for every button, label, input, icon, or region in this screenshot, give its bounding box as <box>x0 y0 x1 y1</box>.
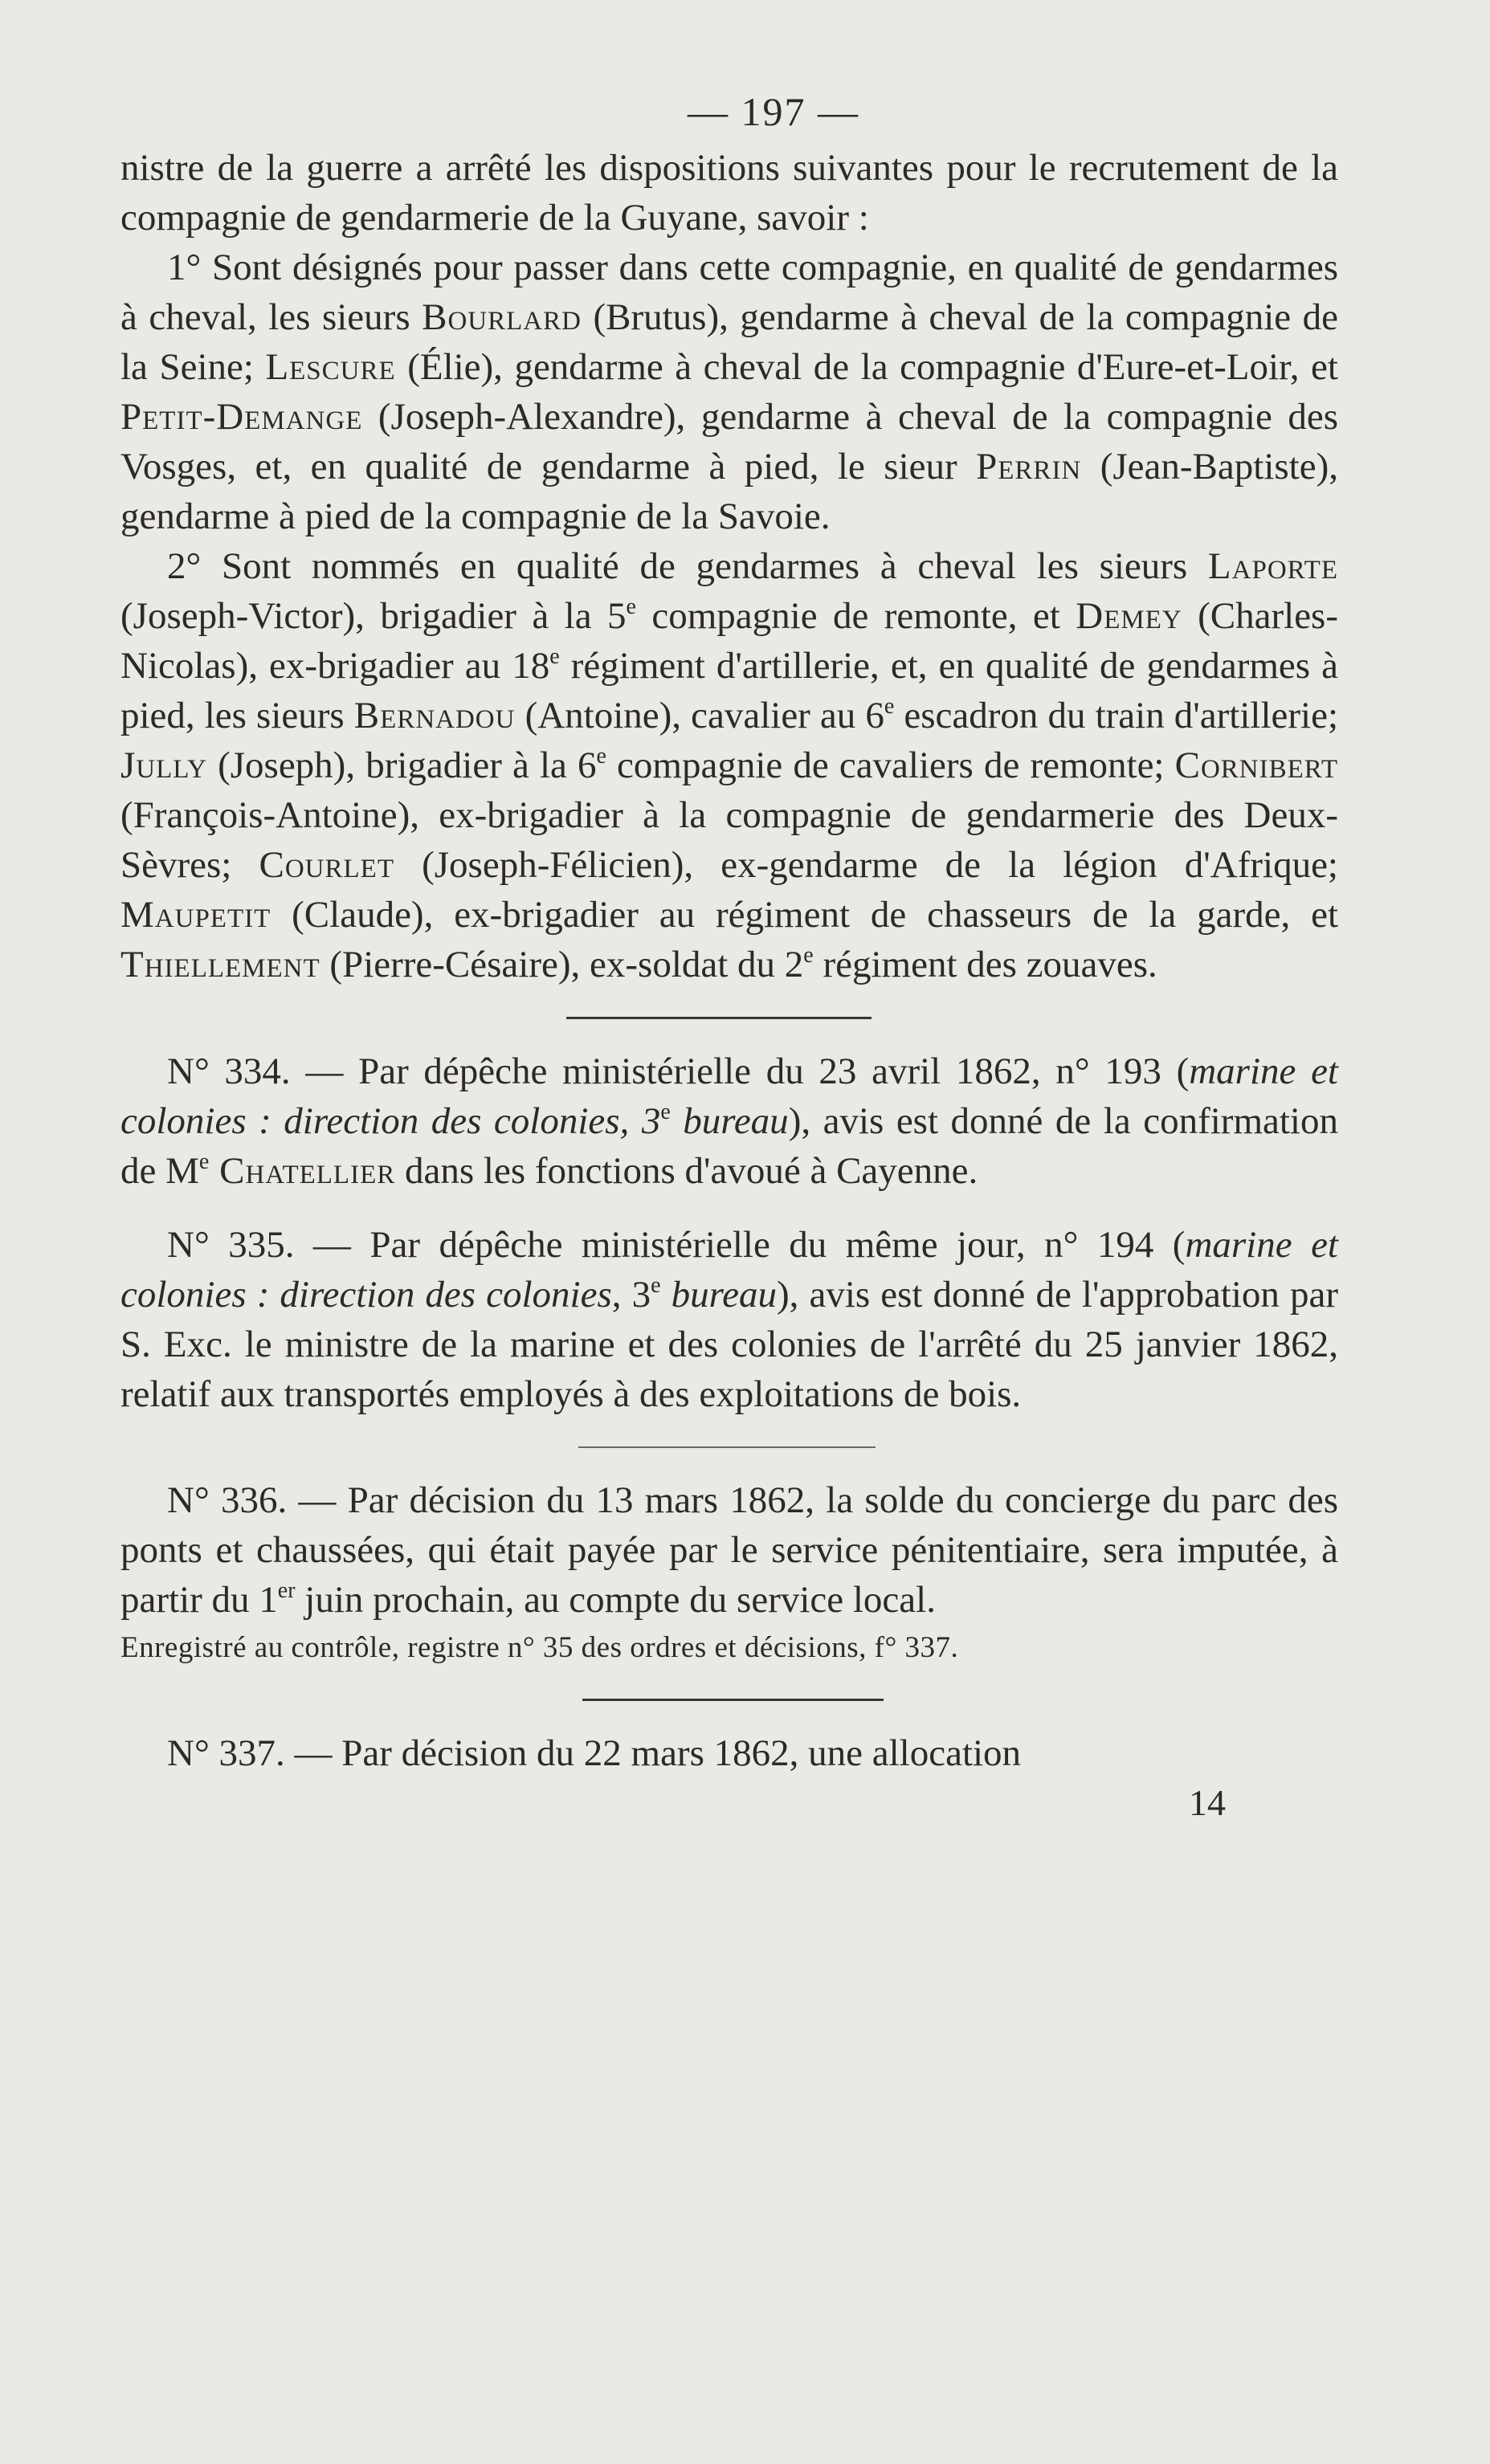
entry-336: N° 336. — Par décision du 13 mars 1862, la solde du concierge du parc des ponts et chaussées, qui était payée par le service pénitentiaire, sera imputée, à partir du 1er juin prochain, au compte du service local. <box>120 1479 1338 1621</box>
person-name: Cornibert <box>1174 745 1338 786</box>
paragraph-1: 1° Sont désignés pour passer dans cette compagnie, en qualité de gendarmes à cheval, les sieurs Bourlard (Brutus), gendarme à cheval de la compagnie de la Seine; Lescure (Élie), gendarme à cheval de la compagnie d'Eure-et-Loir, et Petit-Demange (Joseph-Alexandre), gendarme à cheval de la compagnie des Vosges, et, en qualité de gendarme à pied, le sieur Perrin (Jean-Baptiste), gendarme à pied de la compagnie de la Savoie. <box>120 247 1338 537</box>
section-divider <box>566 1017 872 1019</box>
page-number: — 197 — <box>688 89 859 134</box>
paragraph-2: 2° Sont nommés en qualité de gendarmes à cheval les sieurs Laporte (Joseph-Victor), brigadier à la 5e compagnie de remonte, et Demey (Charles-Nicolas), ex-brigadier au 18e régiment d'artillerie, et, en qualité de gendarmes à pied, les sieurs Bernadou (Antoine), cavalier au 6e escadron du train d'artillerie; Jully (Joseph), brigadier à la 6e compagnie de cavaliers de remonte; Cornibert (François-Antoine), ex-brigadier à la compagnie de gendarmerie des Deux-Sèvres; Courlet (Joseph-Félicien), ex-gendarme de la légion d'Afrique; Maupetit (Claude), ex-brigadier au régiment de chasseurs de la garde, et Thiellement (Pierre-Césaire), ex-soldat du 2e régiment des zouaves. <box>120 545 1339 985</box>
document-page <box>120 88 1338 1824</box>
paragraph-intro: nistre de la guerre a arrêté les dispositions suivantes pour le recrutement de la compagnie de gendarmerie de la Guyane, savoir : <box>120 147 1338 239</box>
section-divider <box>578 1446 876 1448</box>
registration-note: Enregistré au contrôle, registre n° 35 des ordres et décisions, f° 337. <box>120 1631 959 1664</box>
person-name: Perrin <box>976 446 1082 487</box>
spacer <box>120 1196 1338 1220</box>
entry-335: N° 335. — Par dépêche ministérielle du même jour, n° 194 (marine et colonies : direction des colonies, 3e bureau), avis est donné de l'approbation par S. Exc. le ministre de la marine et des colonies de l'arrêté du 25 janvier 1862, relatif aux transportés employés à des exploitations de bois. <box>120 1224 1338 1415</box>
person-name: Bernadou <box>353 695 516 736</box>
person-name: Petit-Demange <box>120 396 363 438</box>
person-name: Courlet <box>259 844 394 886</box>
person-name: Bourlard <box>422 296 582 338</box>
person-name: Laporte <box>1207 545 1338 587</box>
person-name: Thiellement <box>120 944 320 985</box>
person-name: Chatellier <box>209 1150 396 1192</box>
person-name: Maupetit <box>120 894 271 936</box>
person-name: Jully <box>120 745 207 786</box>
entry-334: N° 334. — Par dépêche ministérielle du 23 avril 1862, n° 193 (marine et colonies : direction des colonies, 3e bureau), avis est donné de la confirmation de Me Chatellier dans les fonctions d'avoué à Cayenne. <box>120 1050 1338 1192</box>
entry-337: N° 337. — Par décision du 22 mars 1862, une allocation <box>167 1732 1022 1774</box>
person-name: Demey <box>1076 595 1182 637</box>
signature-mark: 14 <box>1189 1782 1226 1823</box>
person-name: Lescure <box>265 346 396 388</box>
section-divider <box>582 1699 884 1701</box>
